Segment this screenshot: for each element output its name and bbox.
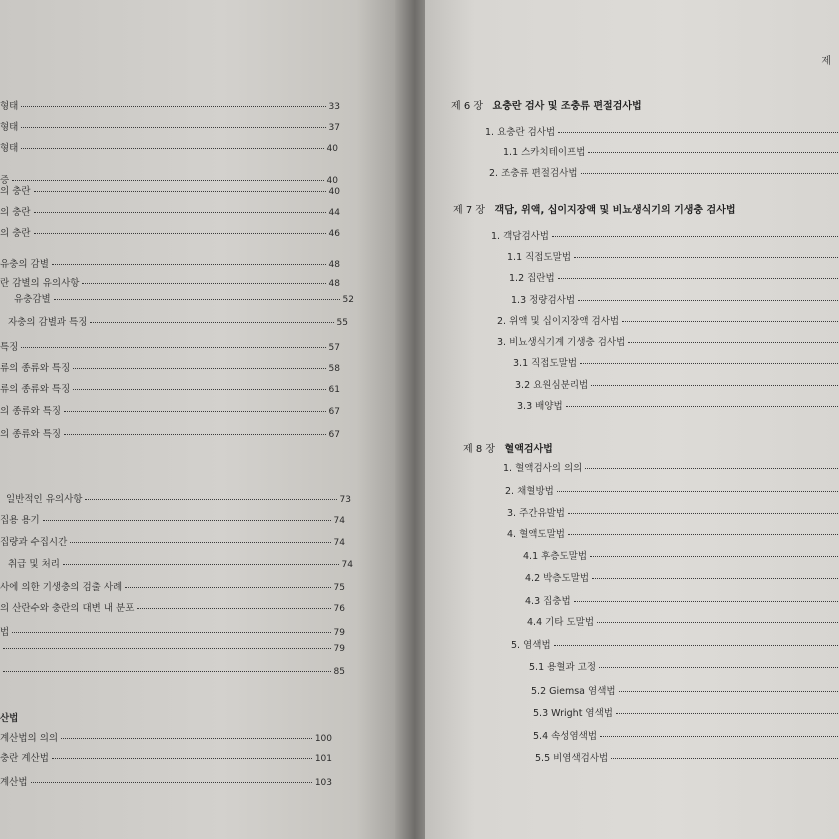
- toc-page-number: 40: [326, 144, 338, 154]
- toc-line: [531, 683, 839, 697]
- dot-leader: [73, 389, 325, 390]
- toc-line: [0, 140, 338, 154]
- toc-entry-title: 산법: [0, 713, 19, 724]
- toc-line: [0, 644, 345, 654]
- dot-leader: [52, 264, 326, 265]
- chapter-title: 요충란 검사 및 조충류 편절검사법: [492, 101, 642, 112]
- toc-line: [507, 526, 839, 540]
- dot-leader: [585, 468, 839, 469]
- toc-line: [6, 491, 351, 505]
- toc-page-number: 61: [328, 385, 340, 395]
- dot-leader: [568, 534, 839, 535]
- chapter-7-heading: [453, 201, 736, 216]
- toc-entry-title: 5.1 용혈과 고정: [529, 662, 597, 673]
- dot-leader: [54, 299, 340, 300]
- toc-line: [513, 355, 839, 369]
- toc-page-number: 37: [328, 123, 340, 133]
- toc-entry-title: 자충의 감별과 특징: [8, 317, 88, 328]
- dot-leader: [63, 564, 339, 565]
- toc-entry-title: 2. 조충류 편절검사법: [489, 168, 578, 179]
- toc-line: [533, 705, 839, 719]
- chapter-number: 제 8 장: [463, 444, 496, 455]
- dot-leader: [70, 542, 330, 543]
- toc-line: [0, 381, 340, 395]
- dot-leader: [34, 233, 326, 234]
- toc-line: [0, 98, 340, 112]
- toc-line: [0, 600, 345, 614]
- toc-entry-title: 형태: [0, 143, 19, 154]
- chapter-title: 객담, 위액, 십이지장액 및 비뇨생식기의 기생충 검사법: [494, 205, 736, 216]
- toc-line: [0, 256, 340, 270]
- toc-line: [0, 624, 345, 638]
- toc-page-number: 103: [314, 778, 332, 788]
- toc-entry-title: 유충의 감별: [0, 259, 49, 270]
- toc-entry-title: 2. 채혈방법: [505, 486, 554, 497]
- toc-line: [505, 483, 839, 497]
- toc-entry-title: 유충감별: [14, 294, 51, 305]
- toc-line: [533, 728, 839, 742]
- toc-entry-title: 충란 계산법: [0, 753, 49, 764]
- chapter-number: 제 7 장: [453, 205, 486, 216]
- dot-leader: [566, 406, 839, 407]
- toc-entry-title: 1.3 정량검사법: [511, 295, 576, 306]
- toc-page-number: 46: [328, 229, 340, 239]
- page-corner-text: 제: [821, 56, 831, 67]
- toc-entry-title: 5.4 속성염색법: [533, 731, 598, 742]
- dot-leader: [558, 278, 839, 279]
- toc-page-number: 79: [333, 644, 345, 654]
- toc-page-number: 48: [328, 279, 340, 289]
- toc-line: [503, 144, 839, 158]
- toc-entry-title: 의 충란: [0, 228, 31, 239]
- toc-line: [515, 377, 839, 391]
- toc-entry-title: 1.1 스카치테이프법: [503, 147, 586, 158]
- toc-page-number: 48: [328, 260, 340, 270]
- toc-line: [485, 124, 839, 138]
- toc-line: [517, 398, 839, 412]
- dot-leader: [82, 283, 325, 284]
- toc-line: [0, 512, 345, 526]
- dot-leader: [597, 622, 839, 623]
- toc-entry-title: 3.1 직접도말법: [513, 358, 578, 369]
- toc-line: [0, 119, 340, 133]
- toc-entry-title: 집용 용기: [0, 515, 40, 526]
- toc-line: [523, 548, 839, 562]
- toc-entry-title: 1. 혈액검사의 의의: [503, 463, 583, 474]
- toc-line: [527, 614, 839, 628]
- dot-leader: [590, 556, 839, 557]
- dot-leader: [616, 713, 839, 714]
- toc-entry-title: 3. 주간유발법: [507, 508, 565, 519]
- toc-line: [0, 403, 340, 417]
- toc-line: [0, 534, 345, 548]
- toc-entry-title: 류의 종류와 특징: [0, 384, 71, 395]
- toc-line: [0, 579, 345, 593]
- toc-entry-title: 일반적인 유의사항: [6, 494, 83, 505]
- toc-line: [507, 505, 839, 519]
- toc-page-number: 100: [314, 734, 332, 744]
- dot-leader: [574, 257, 839, 258]
- toc-entry-title: 5.5 비염색검사법: [535, 753, 609, 764]
- toc-entry-title: 4.2 박층도말법: [525, 573, 590, 584]
- dot-leader: [574, 601, 839, 602]
- toc-page-number: 79: [333, 628, 345, 638]
- toc-line: [535, 750, 839, 764]
- toc-page-number: 75: [333, 583, 345, 593]
- toc-page-number: 55: [336, 318, 348, 328]
- toc-line: [0, 275, 340, 289]
- toc-page-number: 74: [333, 516, 345, 526]
- toc-entry-title: 의 산란수와 충란의 대변 내 분포: [0, 603, 135, 614]
- dot-leader: [12, 632, 330, 633]
- dot-leader: [3, 648, 331, 649]
- dot-leader: [90, 322, 333, 323]
- dot-leader: [619, 691, 839, 692]
- toc-page-number: 33: [328, 102, 340, 112]
- toc-line: [0, 339, 340, 353]
- toc-page-number: 58: [328, 364, 340, 374]
- toc-line: [511, 292, 839, 306]
- toc-page-number: 67: [328, 430, 340, 440]
- toc-entry-title: 5. 염색법: [511, 640, 551, 651]
- dot-leader: [73, 368, 325, 369]
- dot-leader: [21, 347, 325, 348]
- toc-entry-title: 형태: [0, 122, 19, 133]
- toc-line: [507, 249, 839, 263]
- toc-page-number: 74: [341, 560, 353, 570]
- dot-leader: [137, 608, 330, 609]
- dot-leader: [557, 491, 839, 492]
- toc-entry-title: 2. 위액 및 십이지장액 검사법: [497, 316, 620, 327]
- toc-entry-title: 집량과 수집시간: [0, 537, 68, 548]
- toc-line: [497, 313, 839, 327]
- dot-leader: [21, 127, 325, 128]
- toc-page-number: 44: [328, 208, 340, 218]
- toc-entry-title: 4.4 기타 도말법: [527, 617, 595, 628]
- dot-leader: [21, 148, 323, 149]
- dot-leader: [592, 578, 839, 579]
- toc-page-number: 85: [333, 667, 345, 677]
- dot-leader: [64, 411, 325, 412]
- toc-page-number: 101: [314, 754, 332, 764]
- toc-entry-title: 4.1 후층도말법: [523, 551, 588, 562]
- dot-leader: [52, 758, 312, 759]
- dot-leader: [12, 180, 323, 181]
- toc-page-number: 57: [328, 343, 340, 353]
- dot-leader: [591, 385, 839, 386]
- toc-line: [491, 228, 839, 242]
- toc-entry-title: 계산법의 의의: [0, 733, 59, 744]
- left-page: [0, 0, 405, 839]
- chapter-title: 혈액검사법: [504, 444, 553, 455]
- toc-page-number: 67: [328, 407, 340, 417]
- dot-leader: [611, 758, 839, 759]
- dot-leader: [588, 152, 839, 153]
- chapter-6-heading: [451, 97, 642, 112]
- toc-entry-title: 1.1 직접도말법: [507, 252, 572, 263]
- toc-entry-title: 류의 종류와 특징: [0, 363, 71, 374]
- toc-entry-title: 형태: [0, 101, 19, 112]
- toc-line: [0, 774, 332, 788]
- dot-leader: [552, 236, 839, 237]
- toc-entry-title: 계산법: [0, 777, 28, 788]
- dot-leader: [34, 191, 326, 192]
- dot-leader: [125, 587, 330, 588]
- dot-leader: [600, 736, 839, 737]
- toc-line: [503, 460, 839, 474]
- toc-line: [0, 225, 340, 239]
- toc-entry-title: 의 충란: [0, 207, 31, 218]
- toc-line: [511, 637, 839, 651]
- toc-line: [8, 556, 353, 570]
- toc-line: [0, 183, 340, 197]
- dot-leader: [43, 520, 331, 521]
- dot-leader: [578, 300, 839, 301]
- dot-leader: [3, 671, 331, 672]
- toc-entry-title: 1. 요충란 검사법: [485, 127, 556, 138]
- dot-leader: [85, 499, 336, 500]
- dot-leader: [554, 645, 839, 646]
- toc-entry-title: 3.3 배양법: [517, 401, 563, 412]
- toc-line: [0, 750, 332, 764]
- toc-page-number: 52: [342, 295, 354, 305]
- dot-leader: [580, 363, 839, 364]
- toc-line: [0, 730, 332, 744]
- toc-page-number: 73: [339, 495, 351, 505]
- toc-page-number: 74: [333, 538, 345, 548]
- toc-entry-title: 3. 비뇨생식기계 기생충 검사법: [497, 337, 626, 348]
- dot-leader: [31, 782, 312, 783]
- toc-entry-title: 4.3 집충법: [525, 596, 571, 607]
- dot-leader: [622, 321, 839, 322]
- toc-line: [525, 570, 839, 584]
- toc-line: [14, 291, 354, 305]
- toc-line: [0, 667, 345, 677]
- toc-entry-title: 의 종류와 특징: [0, 406, 62, 417]
- dot-leader: [64, 434, 325, 435]
- toc-entry-title: 법: [0, 627, 10, 638]
- toc-line: [529, 659, 839, 673]
- toc-entry-title: 증: [0, 175, 10, 186]
- toc-entry-title: 의 충란: [0, 186, 31, 197]
- toc-entry-title: 3.2 요원심분리법: [515, 380, 589, 391]
- dot-leader: [581, 173, 839, 174]
- toc-entry-title: 1.2 집란법: [509, 273, 555, 284]
- toc-line: [0, 360, 340, 374]
- toc-entry-title: 5.2 Giemsa 염색법: [531, 686, 616, 697]
- toc-line: [8, 314, 348, 328]
- toc-entry-title: 란 감별의 유의사항: [0, 278, 80, 289]
- toc-line: [525, 593, 839, 607]
- toc-page-number: 76: [333, 604, 345, 614]
- toc-line: [489, 165, 839, 179]
- toc-line: [0, 426, 340, 440]
- toc-entry-title: 특징: [0, 342, 19, 353]
- toc-line: [497, 334, 839, 348]
- dot-leader: [61, 738, 312, 739]
- dot-leader: [568, 513, 839, 514]
- dot-leader: [34, 212, 326, 213]
- toc-entry-title: 취급 및 처리: [8, 559, 60, 570]
- right-page: [425, 0, 839, 839]
- toc-entry-title: 의 종류와 특징: [0, 429, 62, 440]
- toc-line: [509, 270, 839, 284]
- toc-entry-title: 1. 객담검사법: [491, 231, 549, 242]
- dot-leader: [558, 132, 839, 133]
- dot-leader: [21, 106, 325, 107]
- chapter-number: 제 6 장: [451, 101, 484, 112]
- toc-entry-title: 4. 혈액도말법: [507, 529, 565, 540]
- toc-line: [0, 204, 340, 218]
- toc-line: [0, 710, 345, 724]
- dot-leader: [599, 667, 839, 668]
- chapter-8-heading: [463, 440, 553, 455]
- toc-entry-title: 사에 의한 기생충의 검출 사례: [0, 582, 123, 593]
- toc-page-number: 40: [326, 176, 338, 186]
- toc-page-number: 40: [328, 187, 340, 197]
- dot-leader: [628, 342, 839, 343]
- toc-entry-title: 5.3 Wright 염색법: [533, 708, 613, 719]
